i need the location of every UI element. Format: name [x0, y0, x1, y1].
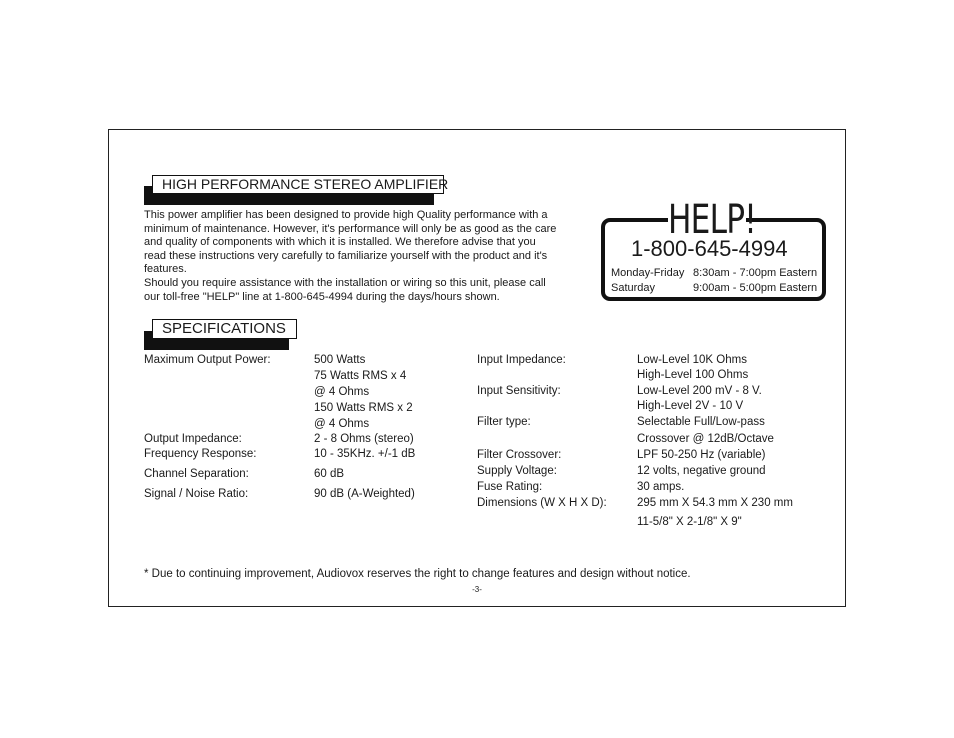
- spec-label: Input Impedance:: [477, 354, 566, 366]
- help-days: Monday-Friday: [611, 267, 685, 279]
- spec-value: LPF 50-250 Hz (variable): [637, 449, 766, 461]
- spec-label: Maximum Output Power:: [144, 354, 271, 366]
- spec-value: 90 dB (A-Weighted): [314, 488, 415, 500]
- help-phone-number: 1-800-645-4994: [631, 236, 788, 261]
- spec-value: Low-Level 10K Ohms: [637, 354, 747, 366]
- spec-value: 2 - 8 Ohms (stereo): [314, 433, 414, 445]
- intro-line: and quality of components with which it is installed. We therefore advise that you: [144, 236, 536, 249]
- intro-line: minimum of maintenance. However, it's performance will only be as good as the care: [144, 222, 557, 235]
- spec-value: 10 - 35KHz. +/-1 dB: [314, 448, 416, 460]
- spec-value: High-Level 100 Ohms: [637, 369, 749, 381]
- spec-label: Filter Crossover:: [477, 449, 562, 461]
- specifications-section-title: SPECIFICATIONS: [152, 319, 297, 339]
- spec-label: Input Sensitivity:: [477, 385, 561, 397]
- spec-value: @ 4 Ohms: [314, 418, 370, 430]
- help-title: HELP!: [668, 197, 756, 243]
- intro-line: features.: [144, 263, 187, 276]
- spec-value: Selectable Full/Low-pass: [637, 416, 765, 428]
- intro-line: our toll-free "HELP" line at 1-800-645-4994 during the days/hours shown.: [144, 290, 500, 303]
- spec-label: Dimensions (W X H X D):: [477, 497, 607, 509]
- spec-label: Output Impedance:: [144, 433, 242, 445]
- help-days: Saturday: [611, 282, 656, 294]
- spec-value: Crossover @ 12dB/Octave: [637, 433, 774, 445]
- spec-value: 295 mm X 54.3 mm X 230 mm: [637, 497, 793, 509]
- spec-value: 30 amps.: [637, 481, 685, 493]
- help-time: 8:30am - 7:00pm Eastern: [693, 267, 818, 279]
- help-line-box: [601, 197, 826, 301]
- page-number: -3-: [472, 585, 482, 594]
- spec-label: Frequency Response:: [144, 448, 257, 460]
- intro-paragraph: [144, 209, 584, 304]
- spec-value: 500 Watts: [314, 354, 366, 366]
- intro-line: This power amplifier has been designed to provide high Quality performance with a: [144, 209, 548, 221]
- help-time: 9:00am - 5:00pm Eastern: [693, 282, 818, 294]
- intro-line: read these instructions very carefully to familiarize yourself with the product and it's: [144, 249, 548, 262]
- spec-value: 60 dB: [314, 468, 345, 480]
- footnote: * Due to continuing improvement, Audiovox reserves the right to change features and design without notice.: [144, 568, 691, 580]
- spec-label: Supply Voltage:: [477, 465, 557, 477]
- spec-value: High-Level 2V - 10 V: [637, 400, 744, 412]
- spec-value: 11-5/8" X 2-1/8" X 9": [637, 516, 742, 528]
- spec-label: Filter type:: [477, 416, 531, 428]
- overview-section-title: HIGH PERFORMANCE STEREO AMPLIFIER: [152, 175, 444, 194]
- spec-label: Channel Separation:: [144, 468, 249, 480]
- spec-value: @ 4 Ohms: [314, 386, 370, 398]
- spec-label: Signal / Noise Ratio:: [144, 488, 249, 500]
- spec-value: Low-Level 200 mV - 8 V.: [637, 385, 762, 397]
- intro-line: Should you require assistance with the installation or wiring so this unit, please call: [144, 276, 546, 289]
- spec-value: 150 Watts RMS x 2: [314, 402, 413, 414]
- spec-value: 12 volts, negative ground: [637, 465, 766, 477]
- spec-label: Fuse Rating:: [477, 481, 543, 493]
- spec-value: 75 Watts RMS x 4: [314, 370, 407, 382]
